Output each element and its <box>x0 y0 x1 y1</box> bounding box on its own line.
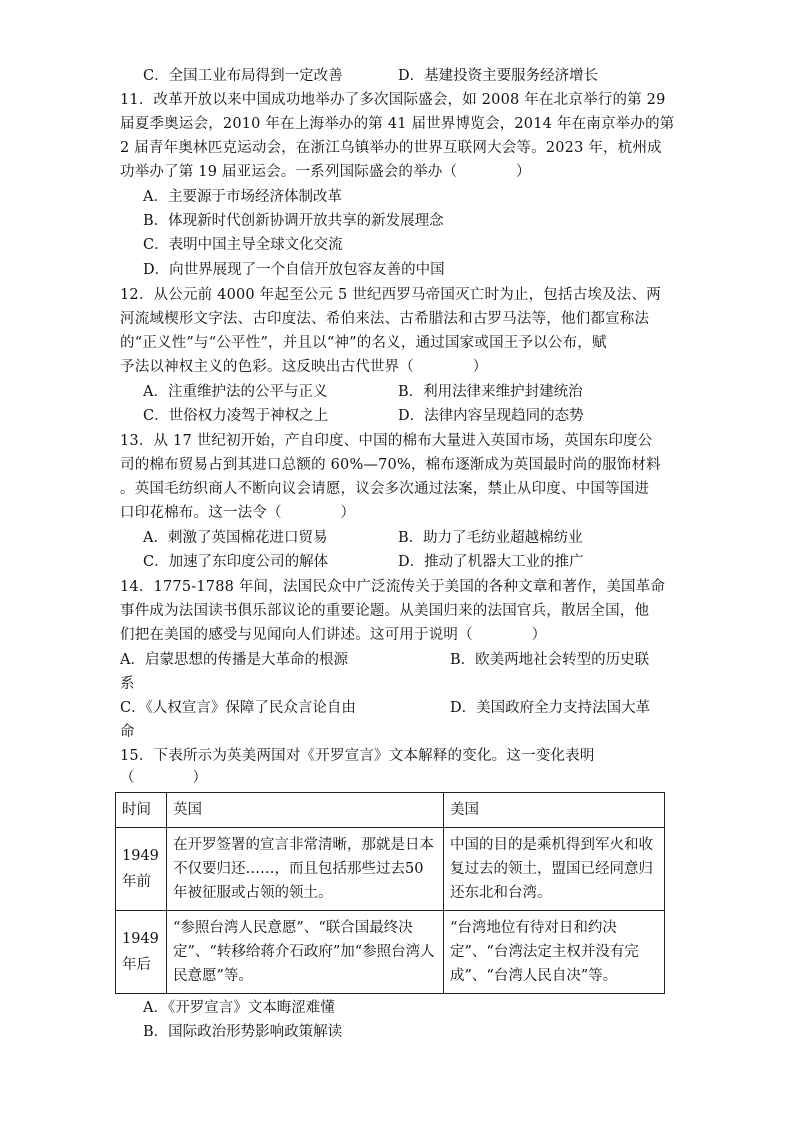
q14-option-b-wrap: 系 <box>120 676 135 692</box>
q11-stem-line-1: 11．改革开放以来中国成功地举办了多次国际盛会，如 2008 年在北京举行的第 29 <box>120 92 666 108</box>
table-cell-us: 中国的目的是乘机得到军火和收复过去的领土，盟国已经同意归还东北和台湾。 <box>444 828 665 911</box>
table-header-row <box>116 793 665 828</box>
q14-option-d-wrap: 命 <box>120 724 135 740</box>
q10-option-d[interactable]: D．基建投资主要服务经济增长 <box>398 68 599 84</box>
q12-option-d[interactable]: D．法律内容呈现趋同的态势 <box>398 408 584 424</box>
q11-stem-line-4: 功举办了第 19 届亚运会。一系列国际盛会的举办（ ） <box>120 164 531 180</box>
q12-stem-line-1: 12．从公元前 4000 年起至公元 5 世纪西罗马帝国灭亡时为止，包括古埃及法、两 <box>120 287 661 303</box>
q14-option-d[interactable]: D．美国政府全力支持法国大革 <box>450 700 651 716</box>
q15-answer-blank: （ ） <box>120 770 207 786</box>
q11-option-b[interactable]: B．体现新时代创新协调开放共享的新发展理念 <box>143 213 444 229</box>
q14-stem-line-1: 14．1775-1788 年间，法国民众中广泛流传关于美国的各种文章和著作，美国革命 <box>120 579 666 595</box>
q12-option-a[interactable]: A．注重维护法的公平与正义 <box>143 384 328 400</box>
q15-option-a[interactable]: A．《开罗宣言》文本晦涩难懂 <box>143 1000 335 1016</box>
q15-stem: 15．下表所示为英美两国对《开罗宣言》文本解释的变化。这一变化表明 <box>120 748 595 764</box>
q12-stem-line-4: 予法以神权主义的色彩。这反映出古代世界（ ） <box>120 359 488 375</box>
table-header-uk: 英国 <box>167 793 444 828</box>
table-header-us: 美国 <box>444 793 665 828</box>
q12-stem-line-2: 河流域楔形文字法、古印度法、希伯来法、古希腊法和古罗马法等，他们都宣称法 <box>120 311 650 327</box>
table-cell-time: 1949年前 <box>116 828 167 911</box>
table-cell-time: 1949年后 <box>116 911 167 994</box>
table-row <box>116 828 665 911</box>
q13-stem-line-4: 口印花棉布。这一法令（ ） <box>120 505 356 521</box>
q14-option-b[interactable]: B．欧美两地社会转型的历史联 <box>450 652 650 668</box>
q13-option-c[interactable]: C．加速了东印度公司的解体 <box>143 554 329 570</box>
q13-stem-line-1: 13．从 17 世纪初开始，产自印度、中国的棉布大量进入英国市场，英国东印度公 <box>120 433 653 449</box>
q10-option-c[interactable]: C．全国工业布局得到一定改善 <box>143 68 343 84</box>
q12-option-b[interactable]: B．利用法律来维护封建统治 <box>398 384 583 400</box>
table-row <box>116 911 665 994</box>
table-header-time: 时间 <box>116 793 167 828</box>
q15-option-b[interactable]: B．国际政治形势影响政策解读 <box>143 1024 343 1040</box>
q14-option-a[interactable]: A．启蒙思想的传播是大革命的根源 <box>120 652 348 668</box>
q12-option-c[interactable]: C．世俗权力凌驾于神权之上 <box>143 408 329 424</box>
q13-stem-line-3: 。英国毛纺织商人不断向议会请愿，议会多次通过法案，禁止从印度、中国等国进 <box>120 481 650 497</box>
q13-stem-line-2: 司的棉布贸易占到其进口总额的 60%—70%，棉布逐渐成为英国最时尚的服饰材料 <box>120 457 661 473</box>
q14-option-c[interactable]: C．《人权宣言》保障了民众言论自由 <box>120 700 356 716</box>
table-cell-uk: “参照台湾人民意愿”、“联合国最终决定”、“转移给蒋介石政府”加“参照台湾人民意愿”等。 <box>167 911 444 994</box>
q13-option-d[interactable]: D．推动了机器大工业的推广 <box>398 554 584 570</box>
q15-comparison-table <box>115 792 665 994</box>
q11-option-c[interactable]: C．表明中国主导全球文化交流 <box>143 237 343 253</box>
q14-stem-line-3: 们把在美国的感受与见闻向人们讲述。这可用于说明（ ） <box>120 627 547 643</box>
q11-option-d[interactable]: D．向世界展现了一个自信开放包容友善的中国 <box>143 262 445 278</box>
table-cell-us: “台湾地位有待对日和约决定”、“台湾法定主权并没有完成”、“台湾人民自决”等。 <box>444 911 665 994</box>
q11-stem-line-3: 2 届青年奥林匹克运动会，在浙江乌镇举办的世界互联网大会等。2023 年，杭州成 <box>120 140 662 156</box>
q14-stem-line-2: 事件成为法国读书俱乐部议论的重要论题。从美国归来的法国官兵，散居全国，他 <box>120 603 650 619</box>
q13-option-a[interactable]: A．刺激了英国棉花进口贸易 <box>143 530 328 546</box>
q11-stem-line-2: 届夏季奥运会，2010 年在上海举办的第 41 届世界博览会，2014 年在南京举办的第 <box>120 116 675 132</box>
q11-option-a[interactable]: A．主要源于市场经济体制改革 <box>143 189 342 205</box>
q13-option-b[interactable]: B．助力了毛纺业超越棉纺业 <box>398 530 583 546</box>
table-cell-uk: 在开罗签署的宣言非常清晰，那就是日本不仅要归还……，而且包括那些过去50年被征服或占领的领土。 <box>167 828 444 911</box>
q12-stem-line-3: 的“正义性”与“公平性”，并且以“神”的名义，通过国家或国王予以公布，赋 <box>120 335 607 351</box>
